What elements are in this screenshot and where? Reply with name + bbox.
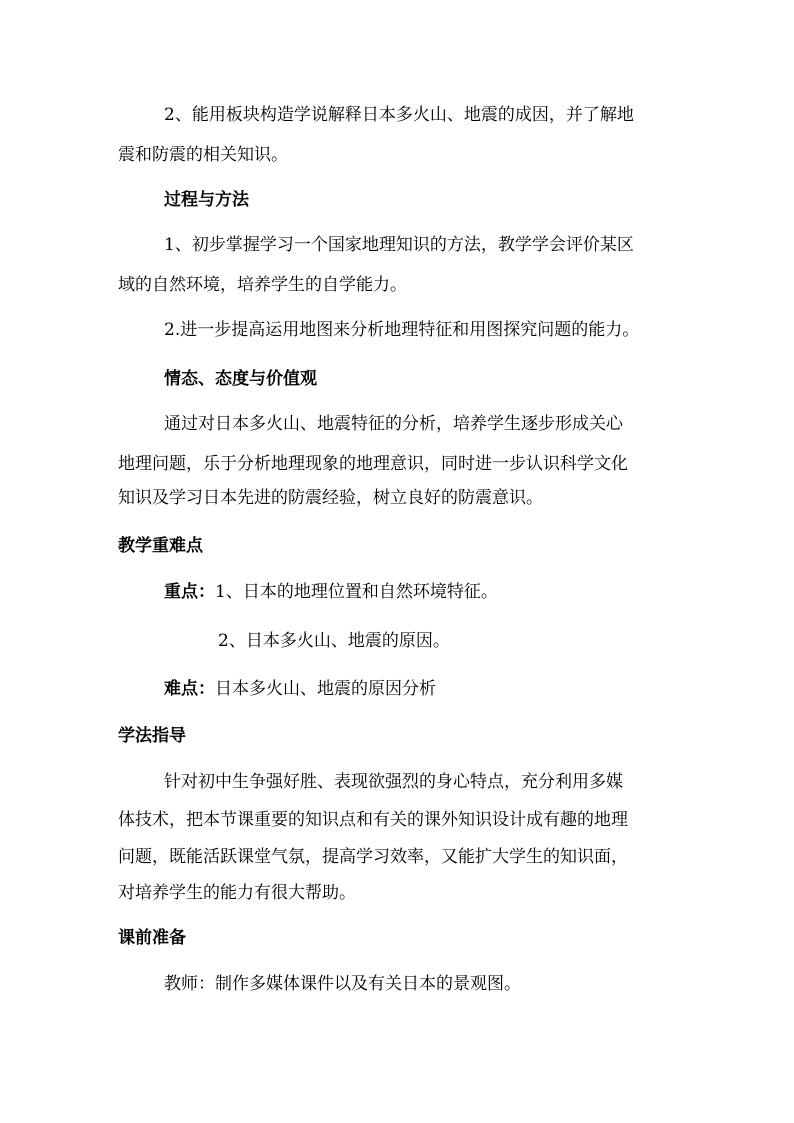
process-item-1-line1: 1、初步掌握学习一个国家地理知识的方法，教学学会评价某区 bbox=[164, 235, 634, 255]
emotion-heading: 情态、态度与价值观 bbox=[164, 369, 317, 389]
skill-item-2-line1: 2、能用板块构造学说解释日本多火山、地震的成因，并了解地 bbox=[164, 105, 634, 125]
process-item-1-line2: 域的自然环境，培养学生的自学能力。 bbox=[118, 275, 407, 295]
skill-item-2-line2: 震和防震的相关知识。 bbox=[118, 145, 288, 165]
emotion-text-line3: 知识及学习日本先进的防震经验，树立良好的防震意识。 bbox=[118, 488, 543, 508]
method-heading: 学法指导 bbox=[118, 726, 186, 746]
key-points-item1: 1、日本的地理位置和自然环境特征。 bbox=[215, 582, 498, 602]
method-text-line4: 对培养学生的能力有很大帮助。 bbox=[118, 883, 356, 903]
preparation-heading: 课前准备 bbox=[118, 928, 186, 948]
difficult-points-row bbox=[164, 677, 684, 701]
method-text-line1: 针对初中生争强好胜、表现欲强烈的身心特点，充分利用多媒 bbox=[164, 772, 623, 792]
key-points-row1 bbox=[164, 580, 684, 604]
method-text-line2: 体技术，把本节课重要的知识点和有关的课外知识设计成有趣的地理 bbox=[118, 810, 628, 830]
process-heading: 过程与方法 bbox=[164, 190, 249, 210]
difficult-points-label: 难点： bbox=[164, 679, 215, 699]
process-item-2: 2.进一步提高运用地图来分析地理特征和用图探究问题的能力。 bbox=[164, 320, 640, 340]
preparation-text: 教师：制作多媒体课件以及有关日本的景观图。 bbox=[164, 974, 521, 994]
difficult-points-text: 日本多火山、地震的原因分析 bbox=[215, 679, 436, 699]
method-text-line3: 问题，既能活跃课堂气氛，提高学习效率，又能扩大学生的知识面， bbox=[118, 847, 628, 867]
key-points-label: 重点： bbox=[164, 582, 215, 602]
emotion-text-line1: 通过对日本多火山、地震特征的分析，培养学生逐步形成关心 bbox=[164, 414, 623, 434]
key-points-item2: 2、日本多火山、地震的原因。 bbox=[218, 631, 450, 651]
key-difficult-heading: 教学重难点 bbox=[118, 536, 203, 556]
emotion-text-line2: 地理问题，乐于分析地理现象的地理意识，同时进一步认识科学文化 bbox=[118, 454, 628, 474]
